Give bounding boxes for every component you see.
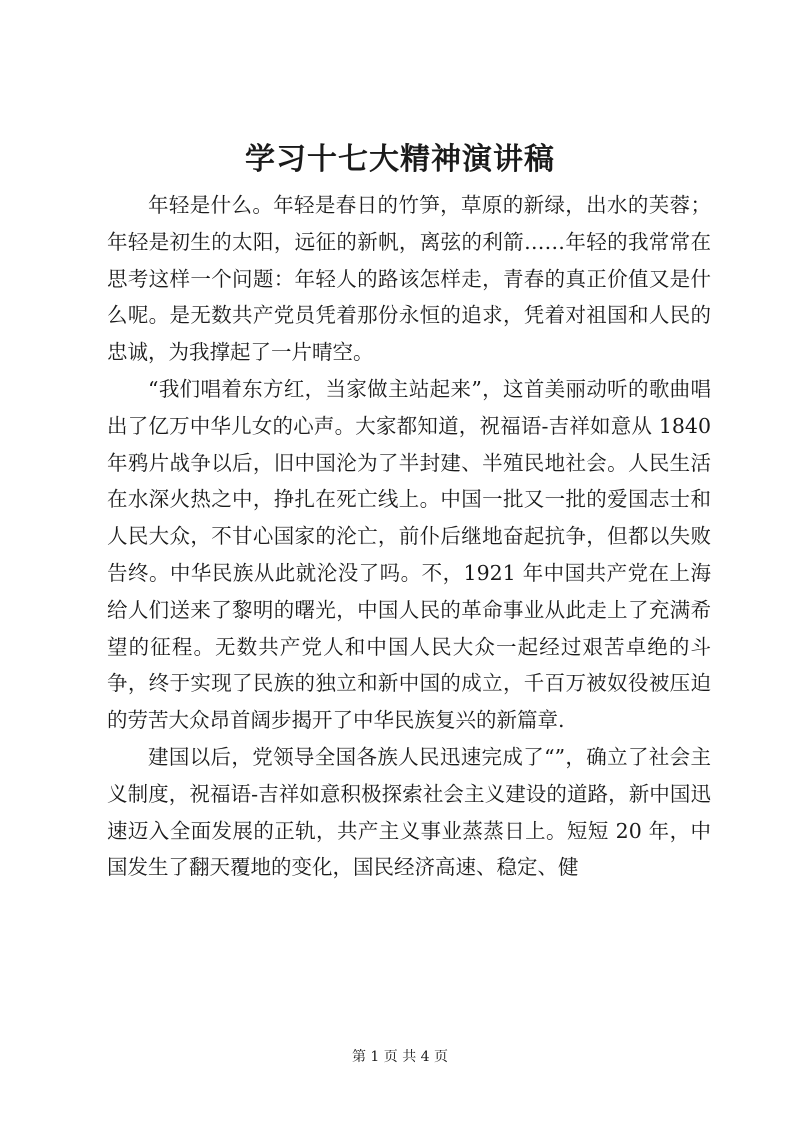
paragraph-2: “我们唱着东方红，当家做主站起来”，这首美丽动听的歌曲唱出了亿万中华儿女的心声。大家都知道，祝福语-吉祥如意从 1840 年鸦片战争以后，旧中国沦为了半封建、半殖民地社会。人民生活在水深火热之中，挣扎在死亡线上。中国一批又一批的爱国志士和人民大众，不甘心国家的沦亡，前仆后继地奋起抗争，但都以失败告终。中华民族从此就沦没了吗。不，1921 年中国共产党在上海给人们送来了黎明的曙光，中国人民的革命事业从此走上了充满希望的征程。无数共产党人和中国人民大众一起经过艰苦卓绝的斗争，终于实现了民族的独立和新中国的成立，千百万被奴役被压迫的劳苦大众昂首阔步揭开了中华民族复兴的新篇章. [107,376,711,733]
document-body [107,187,711,886]
paragraph-3: 建国以后，党领导全国各族人民迅速完成了“”，确立了社会主义制度，祝福语-吉祥如意积极探索社会主义建设的道路，新中国迅速迈入全面发展的正轨，共产主义事业蒸蒸日上。短短 20 年，中国发生了翻天覆地的变化，国民经济高速、稳定、健 [107,744,711,880]
page-footer: 第 1 页 共 4 页 [351,1049,449,1065]
paragraph-1: 年轻是什么。年轻是春日的竹笋，草原的新绿，出水的芙蓉；年轻是初生的太阳，远征的新帆，离弦的利箭……年轻的我常常在思考这样一个问题：年轻人的路该怎样走，青春的真正价值又是什么呢。是无数共产党员凭着那份永恒的追求，凭着对祖国和人民的忠诚，为我撑起了一片晴空。 [107,193,711,365]
document-title: 学习十七大精神演讲稿 [245,142,555,177]
